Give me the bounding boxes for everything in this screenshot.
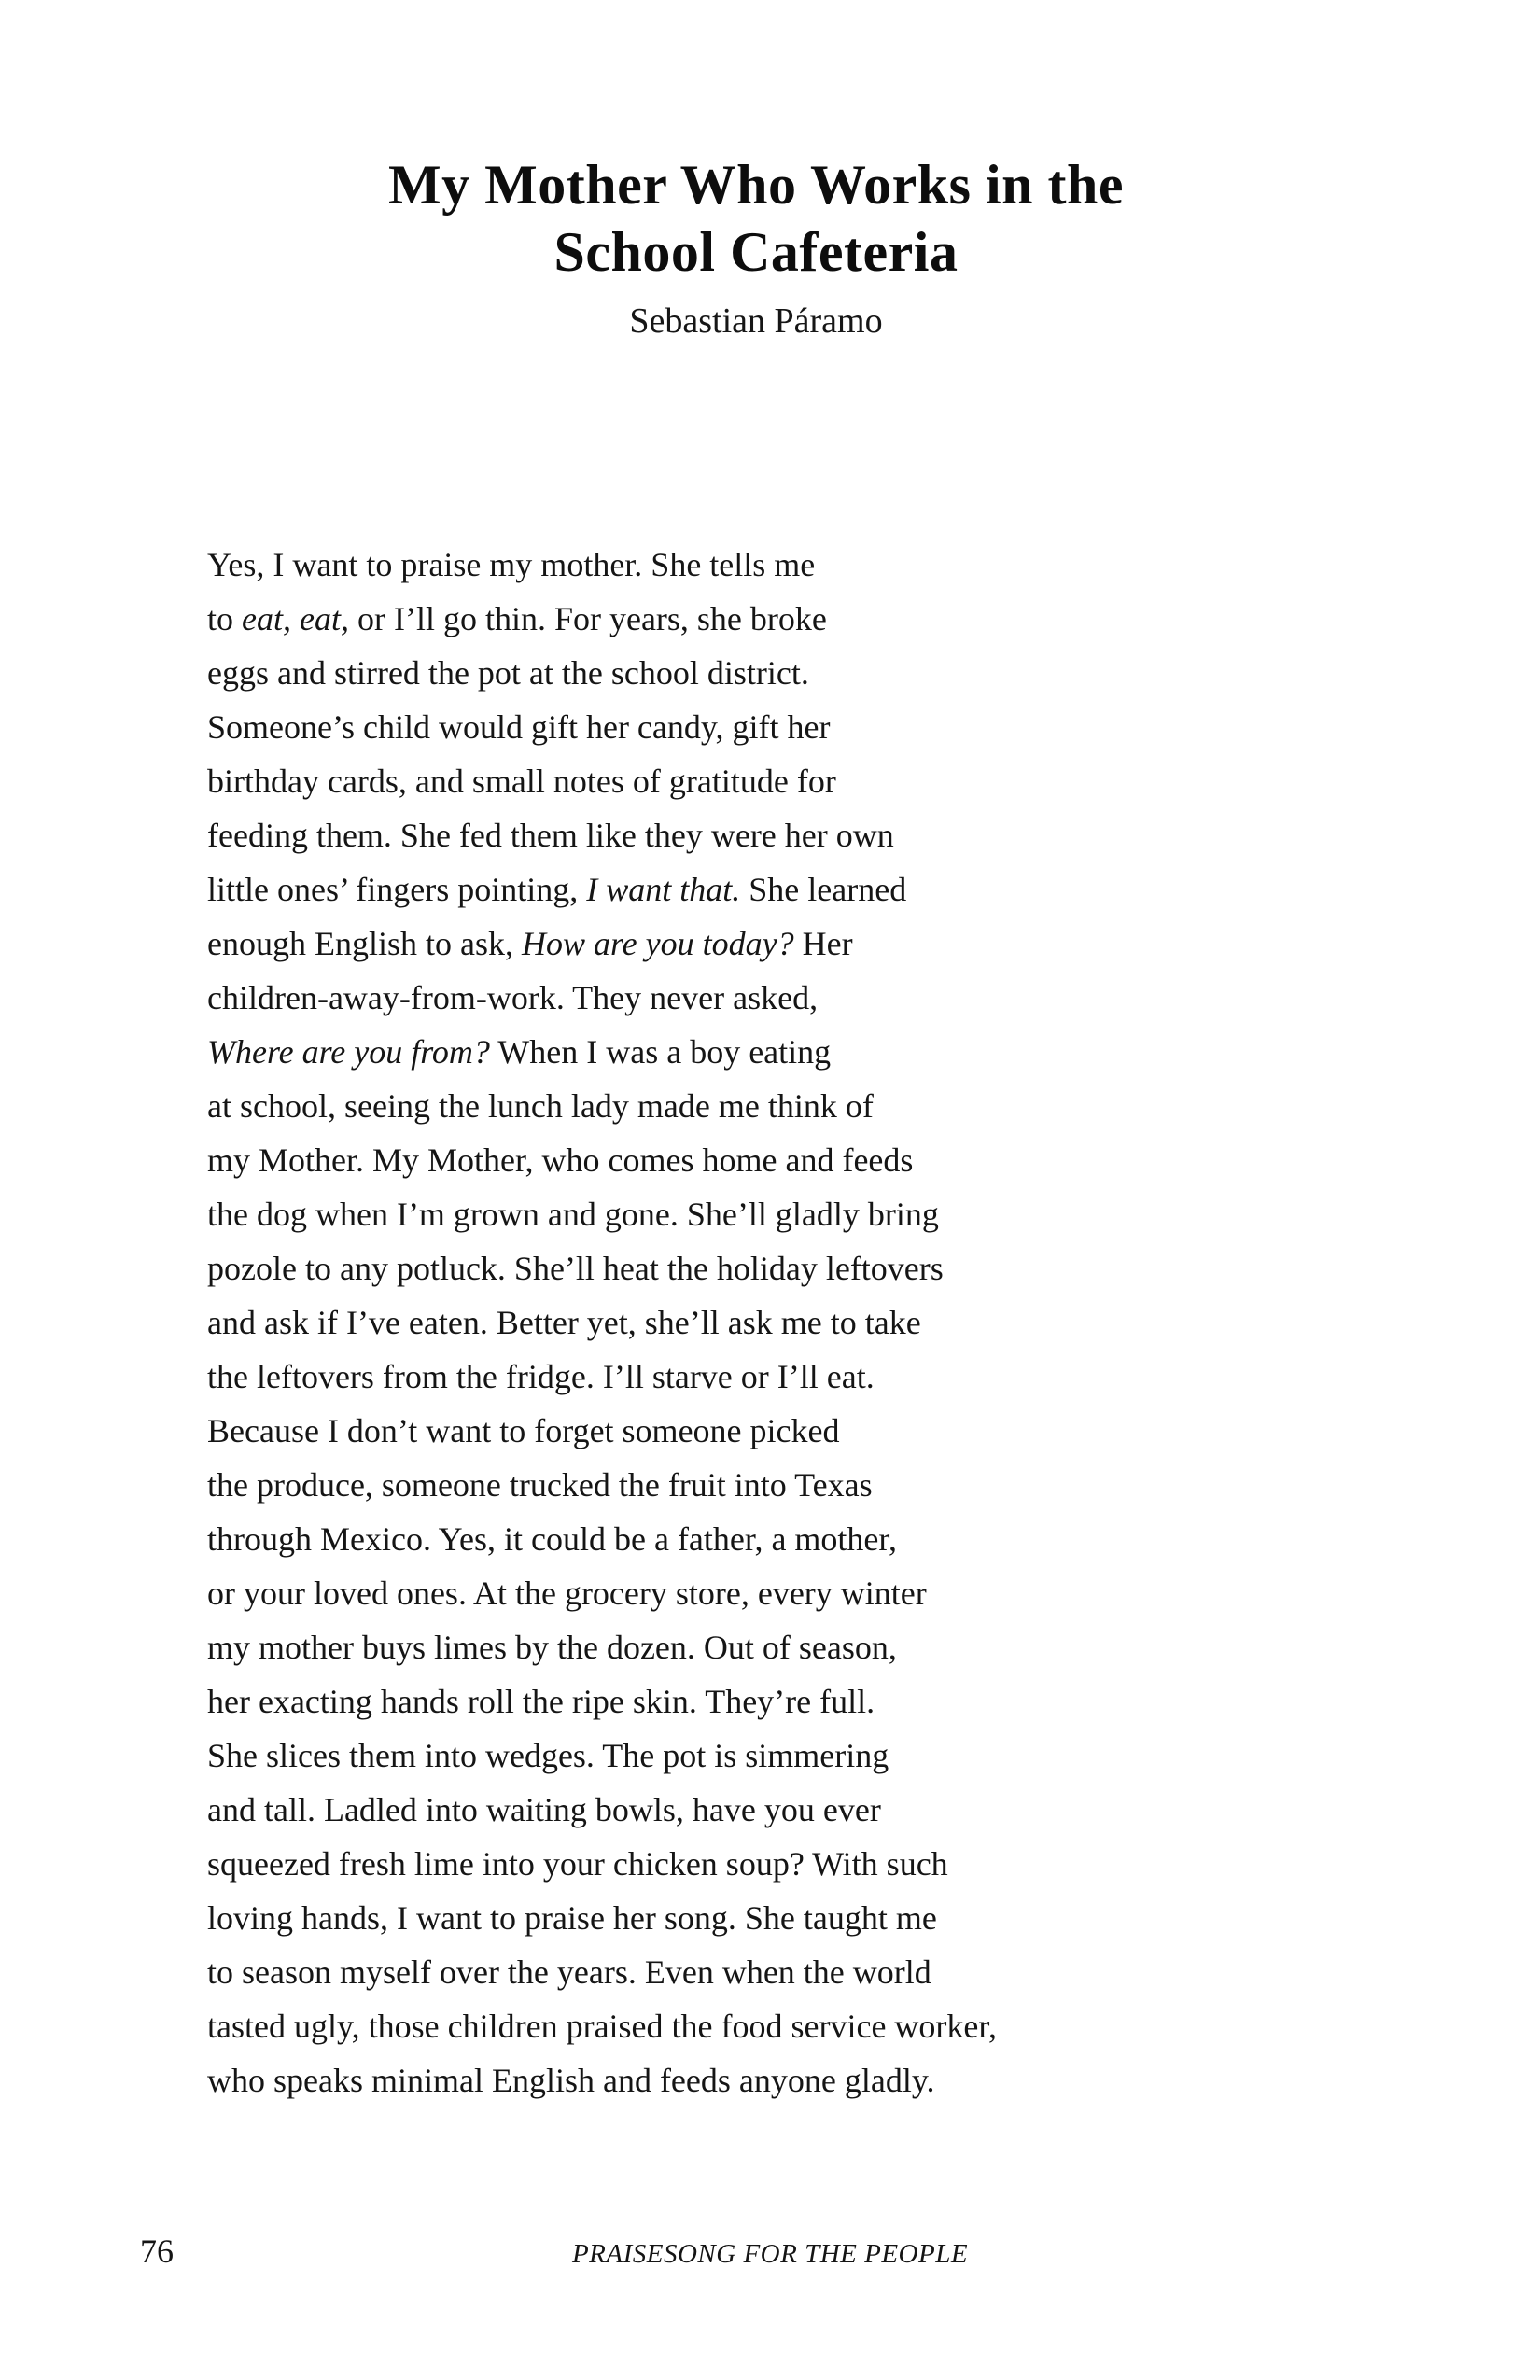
poem-line-segment: enough English to ask, — [207, 925, 522, 962]
poem-line-italic-segment: I want that. — [586, 871, 741, 908]
poem-line-segment: eggs and stirred the pot at the school district. — [207, 654, 809, 692]
poem-line-segment: through Mexico. Yes, it could be a father, a mother, — [207, 1520, 897, 1558]
poem-line-segment: my Mother. My Mother, who comes home and feeds — [207, 1141, 914, 1179]
poem-line-segment: or I’ll go thin. For years, she broke — [348, 600, 827, 637]
poem-line-segment: my mother buys limes by the dozen. Out of season, — [207, 1629, 897, 1666]
poem-line-segment: Someone’s child would gift her candy, gift her — [207, 708, 831, 746]
poem-line — [207, 700, 1305, 754]
poem-line — [207, 1079, 1305, 1133]
poem-line-segment: Because I don’t want to forget someone picked — [207, 1412, 840, 1449]
poem-line — [207, 808, 1305, 862]
poem-line-segment: children-away-from-work. They never asked, — [207, 979, 819, 1016]
running-title: PRAISESONG FOR THE PEOPLE — [571, 2239, 969, 2269]
content-column — [207, 0, 1305, 2107]
poem-line — [207, 1350, 1305, 1404]
poem-line-segment: Yes, I want to praise my mother. She tells me — [207, 546, 816, 583]
poem-line — [207, 646, 1305, 700]
poem-line — [207, 592, 1305, 646]
poem-line — [207, 917, 1305, 971]
poem-line-italic-segment: How are you today? — [521, 925, 794, 962]
poem-line — [207, 971, 1305, 1025]
poem-line — [207, 1729, 1305, 1783]
poem-title-line-2: School Cafeteria — [553, 221, 959, 283]
poem-line — [207, 2053, 1305, 2107]
poem-line — [207, 538, 1305, 592]
poem-title — [207, 151, 1305, 286]
poem-line — [207, 1025, 1305, 1079]
poem-line — [207, 862, 1305, 917]
poem-line — [207, 1512, 1305, 1566]
poem-line-segment: the leftovers from the fridge. I’ll starve or I’ll eat. — [207, 1358, 875, 1395]
poem-line-segment: loving hands, I want to praise her song. She taught me — [207, 1899, 937, 1937]
poem-line-segment: squeezed fresh lime into your chicken soup? With such — [207, 1845, 948, 1883]
poem-line-segment: feeding them. She fed them like they were her own — [207, 817, 894, 854]
poem-line-segment: Her — [793, 925, 853, 962]
poem-header — [207, 0, 1305, 343]
poem-line — [207, 1458, 1305, 1512]
poem-line-segment: pozole to any potluck. She’ll heat the holiday leftovers — [207, 1250, 944, 1287]
poem-line — [207, 1187, 1305, 1241]
poem-line — [207, 1133, 1305, 1187]
poem-line-segment: who speaks minimal English and feeds anyone gladly. — [207, 2062, 935, 2099]
poem-line-segment: She slices them into wedges. The pot is simmering — [207, 1737, 889, 1774]
poem-line-segment: She learned — [740, 871, 907, 908]
poem-line-italic-segment: Where are you from? — [207, 1033, 490, 1071]
poem-line — [207, 1241, 1305, 1295]
poem-line — [207, 1674, 1305, 1729]
poem-line — [207, 1999, 1305, 2053]
poem-line — [207, 1295, 1305, 1350]
poem-title-line-1: My Mother Who Works in the — [387, 154, 1125, 216]
poem-line — [207, 1404, 1305, 1458]
poem-line-italic-segment: eat, eat, — [242, 600, 349, 637]
poem-author: Sebastian Páramo — [629, 301, 883, 341]
page-number: 76 — [140, 2233, 174, 2270]
poem-line-segment: her exacting hands roll the ripe skin. They’re full. — [207, 1683, 875, 1720]
poem-line — [207, 1891, 1305, 1945]
poem-line-segment: birthday cards, and small notes of gratitude for — [207, 763, 836, 800]
poem-line-segment: the dog when I’m grown and gone. She’ll gladly bring — [207, 1196, 939, 1233]
poem-line — [207, 1566, 1305, 1620]
poem-line — [207, 754, 1305, 808]
poem-line — [207, 1783, 1305, 1837]
poem-line-segment: or your loved ones. At the grocery store, every winter — [207, 1575, 927, 1612]
poem-line-segment: and tall. Ladled into waiting bowls, have you ever — [207, 1791, 881, 1828]
poem-text — [207, 538, 1305, 2107]
poem-line-segment: and ask if I’ve eaten. Better yet, she’ll ask me to take — [207, 1304, 921, 1341]
poem-line — [207, 1945, 1305, 1999]
poem-line-segment: tasted ugly, those children praised the food service worker, — [207, 2008, 997, 2045]
poem-line-segment: to season myself over the years. Even when the world — [207, 1953, 931, 1991]
poem-line — [207, 1620, 1305, 1674]
poem-line-segment: When I was a boy eating — [489, 1033, 832, 1071]
poem-line-segment: to — [207, 600, 243, 637]
poem-line-segment: the produce, someone trucked the fruit into Texas — [207, 1466, 873, 1504]
poem-line — [207, 1837, 1305, 1891]
poem-line-segment: at school, seeing the lunch lady made me think of — [207, 1087, 874, 1125]
poem-line-segment: little ones’ fingers pointing, — [207, 871, 587, 908]
